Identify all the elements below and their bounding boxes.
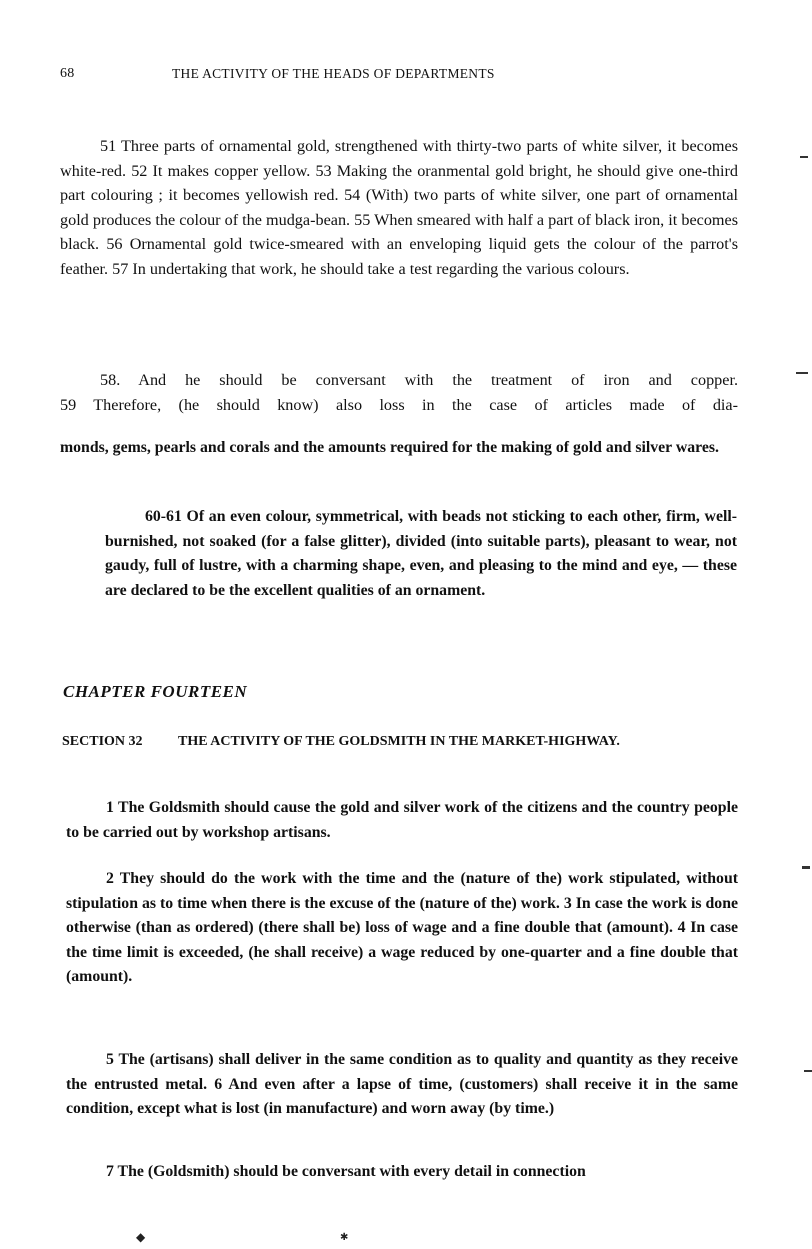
paragraph-text: 1 The Goldsmith should cause the gold and silver work of the citizens and the country people to be carried out by workshop artisans. bbox=[66, 799, 738, 841]
paragraph-line: 59 Therefore, (he should know) also loss in the case of articles made of dia- bbox=[60, 395, 738, 414]
paragraph-51-57 bbox=[60, 134, 738, 281]
page-number: 68 bbox=[60, 66, 75, 81]
paragraph-line: 58. And he should be conversant with the treatment of iron and copper. bbox=[100, 371, 738, 389]
paragraph-text: 5 The (artisans) shall deliver in the same condition as to quality and quantity as they receive the entrusted metal. 6 And even after a lapse of time, (customers) shall receive it in the same condition, except what is lost (in manufacture) and worn away (by time.) bbox=[66, 1051, 738, 1117]
paragraph-58-59 bbox=[60, 368, 738, 417]
running-title: THE ACTIVITY OF THE HEADS OF DEPARTMENTS bbox=[172, 66, 495, 81]
paragraph-59-continued bbox=[60, 436, 738, 461]
paragraph-text: 51 Three parts of ornamental gold, strengthened with thirty-two parts of white silver, it becomes white-red. 52 It makes copper yellow. 53 Making the oranmental gold bright, he should give one-third part colouring ; it becomes yellowish red. 54 (With) two parts of white silver, one part of ornamental gold produces the colour of the mudga-bean. 55 When smeared with half a part of black iron, it becomes black. 56 Ornamental gold twice-smeared with an enveloping liquid gets the colour of the parrot's feather. 57 In undertaking that work, he should take a test regarding the various colours. bbox=[60, 137, 738, 278]
paragraph-text: 2 They should do the work with the time and the (nature of the) work stipulated, without stipulation as to time when there is the excuse of the (nature of the) work. 3 In case the work is done otherwise (than as ordered) (there shall be) loss of wage and a fine double that (amount). 4 In case the time limit is exceeded, (he shall receive) a wage reduced by one-quarter and a fine double that (amount). bbox=[66, 870, 738, 985]
paragraph-text: monds, gems, pearls and corals and the amounts required for the making of gold and silver wares. bbox=[60, 439, 719, 456]
margin-mark bbox=[796, 372, 808, 374]
margin-mark bbox=[804, 1070, 812, 1072]
section-title: THE ACTIVITY OF THE GOLDSMITH IN THE MARKET-HIGHWAY. bbox=[178, 734, 620, 749]
margin-mark bbox=[802, 866, 810, 869]
section-paragraph-5-6 bbox=[66, 1048, 738, 1122]
section-paragraph-7 bbox=[66, 1160, 738, 1185]
paragraph-text: 7 The (Goldsmith) should be conversant with every detail in connection bbox=[106, 1163, 586, 1180]
margin-mark bbox=[800, 156, 808, 158]
section-paragraph-2-4 bbox=[66, 867, 738, 990]
ink-speck-icon: ✱ bbox=[340, 1232, 349, 1243]
ink-speck-icon: ◆ bbox=[136, 1230, 146, 1244]
paragraph-60-61 bbox=[105, 505, 737, 603]
paragraph-text: 60-61 Of an even colour, symmetrical, with beads not sticking to each other, firm, well-burnished, not soaked (for a false glitter), divided (into suitable parts), pleasant to wear, not gaudy, full of lustre, with a charming shape, even, and pleasing to the mind and eye, — these are declared to be the excellent qualities of an ornament. bbox=[105, 508, 737, 599]
chapter-title: CHAPTER FOURTEEN bbox=[63, 682, 248, 701]
section-label: SECTION 32 bbox=[62, 734, 143, 749]
section-paragraph-1 bbox=[66, 796, 738, 845]
